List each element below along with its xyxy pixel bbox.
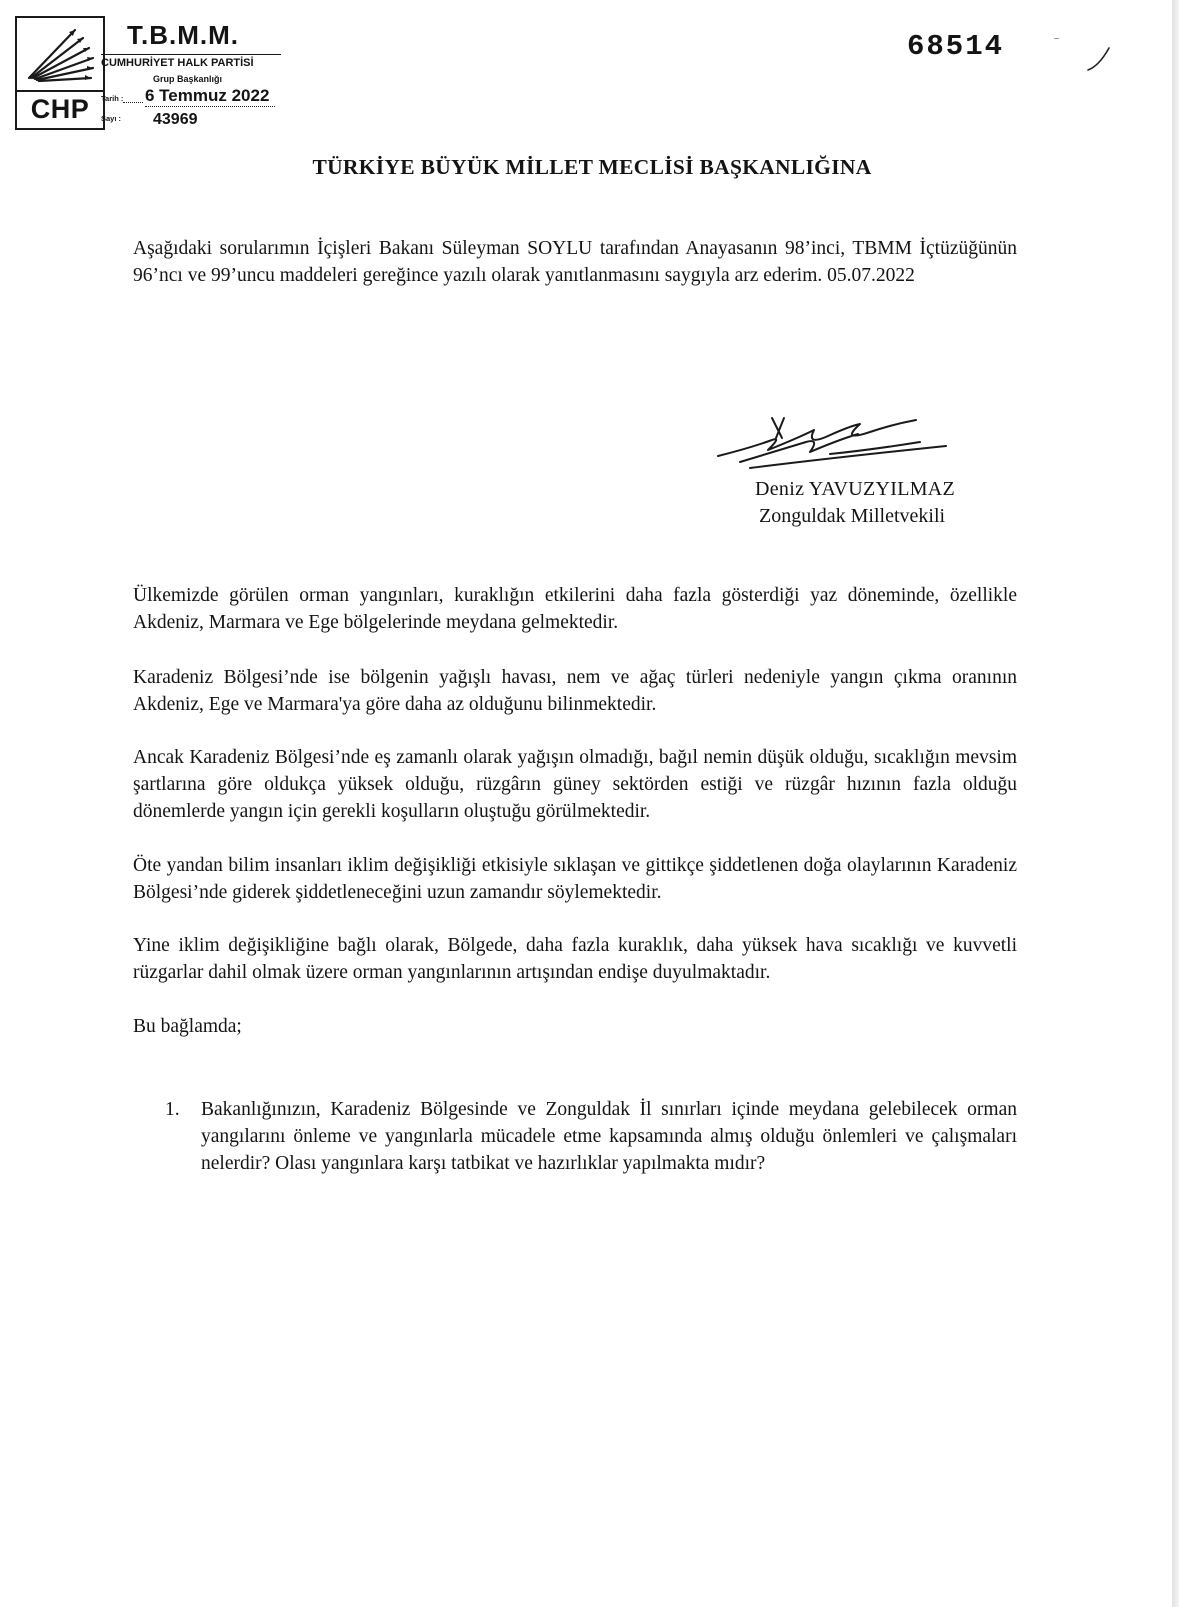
chp-logo-text: CHP — [30, 94, 90, 124]
ink-dash-mark — [1054, 38, 1059, 39]
six-arrows-icon — [23, 22, 97, 86]
signatory-name: Deniz YAVUZYILMAZ — [755, 478, 956, 500]
signatory-title: Zonguldak Milletvekili — [759, 505, 946, 527]
chp-stamp-logo-box — [15, 16, 105, 130]
stamp-date-value: 6 Temmuz 2022 — [145, 86, 275, 107]
page-edge-shadow — [1172, 0, 1179, 1607]
page-title: TÜRKİYE BÜYÜK MİLLET MECLİSİ BAŞKANLIĞINA — [312, 155, 872, 179]
question-list — [165, 1096, 1017, 1177]
chp-arrows-logo — [17, 18, 103, 92]
question-number: 1. — [165, 1099, 180, 1120]
list-item — [165, 1096, 1017, 1177]
stamp-header — [101, 16, 281, 128]
body-paragraph-1: Ülkemizde görülen orman yangınları, kuraklığın etkilerini daha fazla gösterdiği yaz döneminde, özellikle Akdeniz, Marmara ve Ege bölgelerinde meydana gelmektedir. — [133, 585, 1017, 633]
handwritten-signature-icon — [710, 412, 980, 484]
body-paragraph-3: Ancak Karadeniz Bölgesi’nde eş zamanlı olarak yağışın olmadığı, bağıl nemin düşük olduğu, sıcaklığın mevsim şartlarına göre oldukça yüksek olduğu, rüzgârın güney sektörden estiği ve rüzgâr hızının fazla olduğu dönemlerde yangın için gerekli koşulların oluştuğu görülmektedir. — [133, 747, 1017, 822]
body-paragraph-5: Yine iklim değişikliğine bağlı olarak, Bölgede, daha fazla kuraklık, daha yüksek hava sıcaklığı ve kuvvetli rüzgarlar dahil olmak üzere orman yangınlarının artışından endişe duyulmaktadır. — [133, 935, 1017, 983]
stamp-title: T.B.M.M. — [127, 20, 239, 50]
stamp-office: Grup Başkanlığı — [153, 74, 223, 84]
stamp-number-value: 43969 — [153, 111, 198, 128]
body-paragraph-2: Karadeniz Bölgesi’nde ise bölgenin yağışlı havası, nem ve ağaç türleri nedeniyle yangın çıkma oranının Akdeniz, Ege ve Marmara'ya göre daha az olduğunu bilinmektedir. — [133, 667, 1017, 715]
stamp-date-label: Tarih : — [101, 94, 124, 103]
question-text: Bakanlığınızın, Karadeniz Bölgesinde ve Zonguldak İl sınırları içinde meydana gelebilecek orman yangılarını önleme ve yangınlarla mücadele etme kapsamında almış olduğu önlemleri ve çalışmaları nelerdir? Olası yangınlara karşı tatbikat ve hazırlıklar yapılmakta mıdır? — [201, 1099, 1017, 1174]
pen-tick-icon — [1085, 44, 1115, 74]
stamp-party-name: CUMHURİYET HALK PARTİSİ — [101, 54, 281, 69]
stamp-number-label: Sayı : — [101, 114, 122, 123]
body-paragraph-4: Öte yandan bilim insanları iklim değişikliği etkisiyle sıklaşan ve gittikçe şiddetlenen doğa olaylarının Karadeniz Bölgesi’nde giderek şiddetleneceğini uzun zamandır söylemektedir. — [133, 855, 1017, 903]
stamp-date-dots — [123, 102, 143, 103]
body-paragraph-6: Bu bağlamda; — [133, 1016, 242, 1037]
intro-paragraph: Aşağıdaki sorularımın İçişleri Bakanı Süleyman SOYLU tarafından Anayasanın 98’inci, TBMM İçtüzüğünün 96’ncı ve 99’uncu maddeleri gereğince yazılı olarak yanıtlanmasını saygıyla arz ederim. 05.07.2022 — [133, 238, 1017, 286]
document-number: 68514 — [907, 30, 1005, 63]
